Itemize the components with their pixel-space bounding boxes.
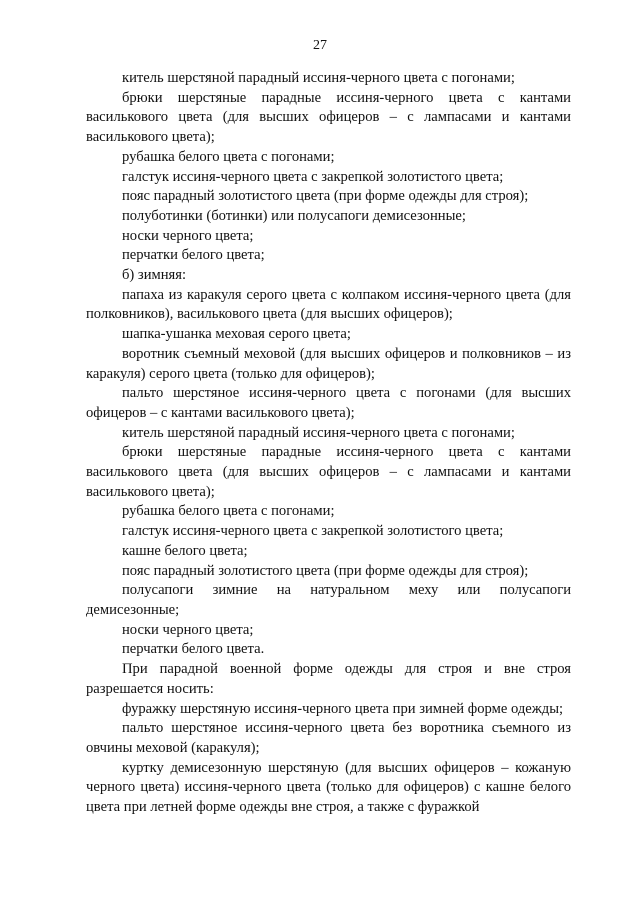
paragraph: китель шерстяной парадный иссиня-черного цвета с погонами; bbox=[122, 70, 515, 86]
paragraph: носки черного цвета; bbox=[122, 227, 254, 244]
paragraph: полуботинки (ботинки) или полусапоги демисезонные; bbox=[122, 207, 466, 224]
paragraph: рубашка белого цвета с погонами; bbox=[122, 148, 335, 165]
paragraph: галстук иссиня-черного цвета с закрепкой золотистого цвета; bbox=[122, 168, 504, 185]
paragraph: воротник съемный меховой (для высших офицеров и полковников – из каракуля) серого цвета (только для офицеров); bbox=[86, 345, 571, 382]
paragraph: При парадной военной форме одежды для строя и вне строя разрешается носить: bbox=[86, 661, 571, 697]
paragraph: пальто шерстяное иссиня-черного цвета без воротника съемного из овчины меховой (каракуля); bbox=[86, 720, 571, 756]
paragraph: полусапоги зимние на натуральном меху или полусапоги демисезонные; bbox=[86, 582, 571, 618]
page-number: 27 bbox=[313, 38, 327, 53]
paragraph: кашне белого цвета; bbox=[122, 542, 248, 559]
paragraph: носки черного цвета; bbox=[122, 621, 254, 638]
paragraph: пальто шерстяное иссиня-черного цвета с погонами (для высших офицеров – с кантами василькового цвета); bbox=[86, 385, 571, 421]
paragraph: куртку демисезонную шерстяную (для высших офицеров – кожаную черного цвета) иссиня-черного цвета (только для офицеров) с кашне белого цвета при летней форме одежды вне строя, а также с фуражкой bbox=[86, 759, 571, 816]
paragraph: брюки шерстяные парадные иссиня-черного цвета с кантами василькового цвета (для высших офицеров – с лампасами и кантами василькового цвета); bbox=[86, 444, 571, 500]
paragraph: перчатки белого цвета. bbox=[122, 641, 265, 658]
paragraph: рубашка белого цвета с погонами; bbox=[122, 503, 335, 520]
paragraph: шапка-ушанка меховая серого цвета; bbox=[122, 326, 351, 343]
paragraph: перчатки белого цвета; bbox=[122, 247, 265, 264]
paragraph: фуражку шерстяную иссиня-черного цвета при зимней форме одежды; bbox=[122, 700, 564, 717]
document-body bbox=[86, 69, 571, 818]
paragraph: папаха из каракуля серого цвета с колпаком иссиня-черного цвета (для полковников), василькового цвета (для высших офицеров); bbox=[86, 286, 571, 323]
paragraph: галстук иссиня-черного цвета с закрепкой золотистого цвета; bbox=[122, 523, 504, 540]
section-heading: б) зимняя: bbox=[122, 267, 187, 284]
paragraph: пояс парадный золотистого цвета (при форме одежды для строя); bbox=[122, 562, 529, 579]
paragraph: брюки шерстяные парадные иссиня-черного цвета с кантами василькового цвета (для высших офицеров – с лампасами и кантами василькового цвета); bbox=[86, 89, 571, 146]
paragraph: пояс парадный золотистого цвета (при форме одежды для строя); bbox=[122, 188, 529, 205]
paragraph: китель шерстяной парадный иссиня-черного цвета с погонами; bbox=[122, 424, 515, 441]
